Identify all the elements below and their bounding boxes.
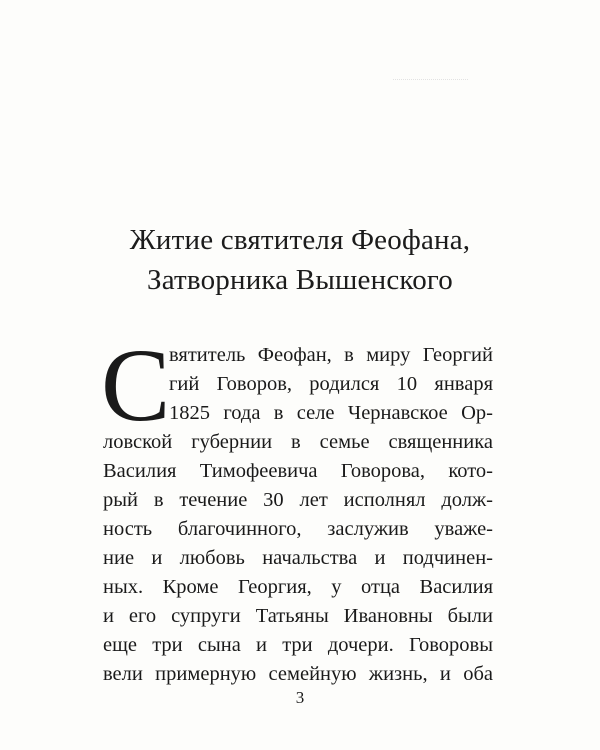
body-line-5: Василия Тимофеевича Говорова, кото- (103, 460, 493, 482)
body-line-12: вели примерную семейную жизнь, и оба (103, 663, 493, 685)
body-line-9: ных. Кроме Георгия, у отца Василия (103, 576, 493, 598)
chapter-title-line-1: Житие святителя Феофана, (129, 224, 471, 256)
drop-cap-letter: С (101, 328, 171, 443)
body-line-8: ние и любовь начальства и подчинен- (103, 547, 493, 569)
body-line-7: ность благочинного, заслужив уваже- (103, 518, 493, 540)
body-line-11: еще три сына и три дочери. Говоровы (103, 634, 493, 656)
faint-scan-marks (393, 79, 468, 84)
chapter-title-line-2: Затворника Вышенского (146, 264, 454, 296)
body-line-3: 1825 года в селе Чернавское Ор- (169, 402, 493, 424)
body-line-2: гий Говоров, родился 10 января (169, 373, 493, 395)
body-line-10: и его супруги Татьяны Ивановны были (103, 605, 493, 627)
body-line-1: вятитель Феофан, в миру Георгий (169, 344, 493, 366)
body-line-4: ловской губернии в семье священника (103, 431, 493, 453)
page-number: 3 (295, 688, 305, 707)
chapter-title (0, 220, 600, 300)
body-text (101, 328, 493, 689)
body-line-6: рый в течение 30 лет исполнял долж- (103, 489, 493, 511)
